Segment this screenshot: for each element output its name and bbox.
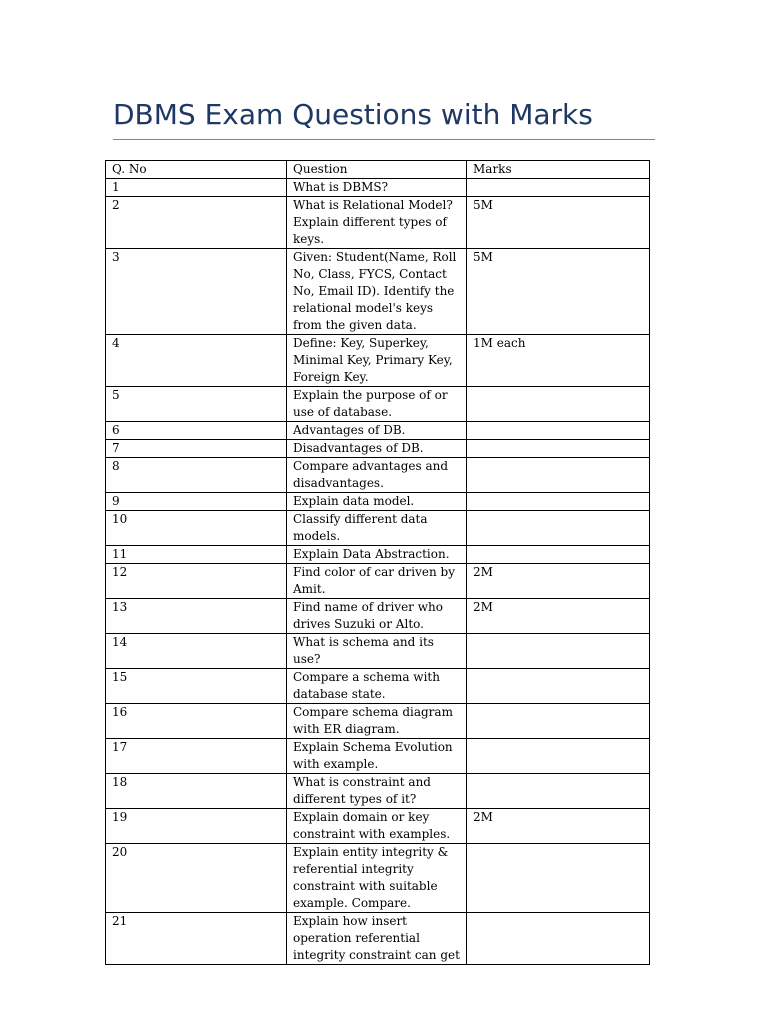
cell-question: Compare advantages and disadvantages. <box>287 458 467 493</box>
cell-marks: 2M <box>467 564 650 599</box>
cell-marks <box>467 669 650 704</box>
cell-question: Define: Key, Superkey, Minimal Key, Primary Key, Foreign Key. <box>287 335 467 387</box>
table-row <box>106 387 650 422</box>
cell-qno: 11 <box>106 546 287 564</box>
title-divider <box>113 139 655 140</box>
table-row <box>106 546 650 564</box>
table-row <box>106 179 650 197</box>
table-row <box>106 634 650 669</box>
table-row <box>106 599 650 634</box>
cell-marks <box>467 774 650 809</box>
page-title: DBMS Exam Questions with Marks <box>113 98 593 131</box>
table-row <box>106 704 650 739</box>
cell-qno: 15 <box>106 669 287 704</box>
cell-qno: 8 <box>106 458 287 493</box>
cell-marks <box>467 739 650 774</box>
table-row <box>106 669 650 704</box>
table-row <box>106 564 650 599</box>
table-row <box>106 913 650 965</box>
table-header-row <box>106 161 650 179</box>
cell-question: Explain how insert operation referential integrity constraint can get <box>287 913 467 965</box>
questions-table <box>105 160 650 965</box>
cell-marks <box>467 493 650 511</box>
cell-qno: 12 <box>106 564 287 599</box>
cell-marks <box>467 844 650 913</box>
cell-question: Explain the purpose of or use of database. <box>287 387 467 422</box>
cell-qno: 19 <box>106 809 287 844</box>
cell-qno: 10 <box>106 511 287 546</box>
table-row <box>106 493 650 511</box>
header-qno: Q. No <box>106 161 287 179</box>
cell-question: What is Relational Model? Explain different types of keys. <box>287 197 467 249</box>
cell-qno: 13 <box>106 599 287 634</box>
cell-question: Explain data model. <box>287 493 467 511</box>
cell-question: What is constraint and different types of it? <box>287 774 467 809</box>
cell-qno: 3 <box>106 249 287 335</box>
table-row <box>106 422 650 440</box>
cell-marks: 5M <box>467 249 650 335</box>
cell-question: Compare a schema with database state. <box>287 669 467 704</box>
cell-marks <box>467 704 650 739</box>
cell-qno: 20 <box>106 844 287 913</box>
cell-marks: 1M each <box>467 335 650 387</box>
cell-question: What is DBMS? <box>287 179 467 197</box>
cell-question: Disadvantages of DB. <box>287 440 467 458</box>
cell-marks <box>467 458 650 493</box>
cell-marks <box>467 440 650 458</box>
cell-question: Explain domain or key constraint with examples. <box>287 809 467 844</box>
cell-qno: 14 <box>106 634 287 669</box>
cell-qno: 16 <box>106 704 287 739</box>
cell-qno: 6 <box>106 422 287 440</box>
cell-marks <box>467 546 650 564</box>
table-row <box>106 249 650 335</box>
table-row <box>106 739 650 774</box>
cell-qno: 2 <box>106 197 287 249</box>
table-row <box>106 511 650 546</box>
cell-qno: 1 <box>106 179 287 197</box>
cell-qno: 4 <box>106 335 287 387</box>
cell-question: What is schema and its use? <box>287 634 467 669</box>
cell-question: Find name of driver who drives Suzuki or Alto. <box>287 599 467 634</box>
cell-question: Advantages of DB. <box>287 422 467 440</box>
table-row <box>106 458 650 493</box>
cell-marks <box>467 634 650 669</box>
cell-question: Classify different data models. <box>287 511 467 546</box>
cell-question: Explain entity integrity & referential integrity constraint with suitable example. Compare. <box>287 844 467 913</box>
table-row <box>106 809 650 844</box>
cell-marks: 2M <box>467 599 650 634</box>
cell-marks <box>467 422 650 440</box>
header-marks: Marks <box>467 161 650 179</box>
table-row <box>106 335 650 387</box>
cell-marks: 5M <box>467 197 650 249</box>
cell-marks <box>467 179 650 197</box>
cell-qno: 5 <box>106 387 287 422</box>
table-row <box>106 440 650 458</box>
cell-marks: 2M <box>467 809 650 844</box>
cell-qno: 17 <box>106 739 287 774</box>
cell-qno: 21 <box>106 913 287 965</box>
cell-qno: 9 <box>106 493 287 511</box>
cell-qno: 7 <box>106 440 287 458</box>
table-row <box>106 197 650 249</box>
header-question: Question <box>287 161 467 179</box>
cell-marks <box>467 511 650 546</box>
cell-marks <box>467 913 650 965</box>
table-row <box>106 844 650 913</box>
cell-marks <box>467 387 650 422</box>
cell-qno: 18 <box>106 774 287 809</box>
cell-question: Explain Schema Evolution with example. <box>287 739 467 774</box>
cell-question: Find color of car driven by Amit. <box>287 564 467 599</box>
cell-question: Given: Student(Name, Roll No, Class, FYCS, Contact No, Email ID). Identify the relational model's keys from the given data. <box>287 249 467 335</box>
table-row <box>106 774 650 809</box>
cell-question: Explain Data Abstraction. <box>287 546 467 564</box>
cell-question: Compare schema diagram with ER diagram. <box>287 704 467 739</box>
